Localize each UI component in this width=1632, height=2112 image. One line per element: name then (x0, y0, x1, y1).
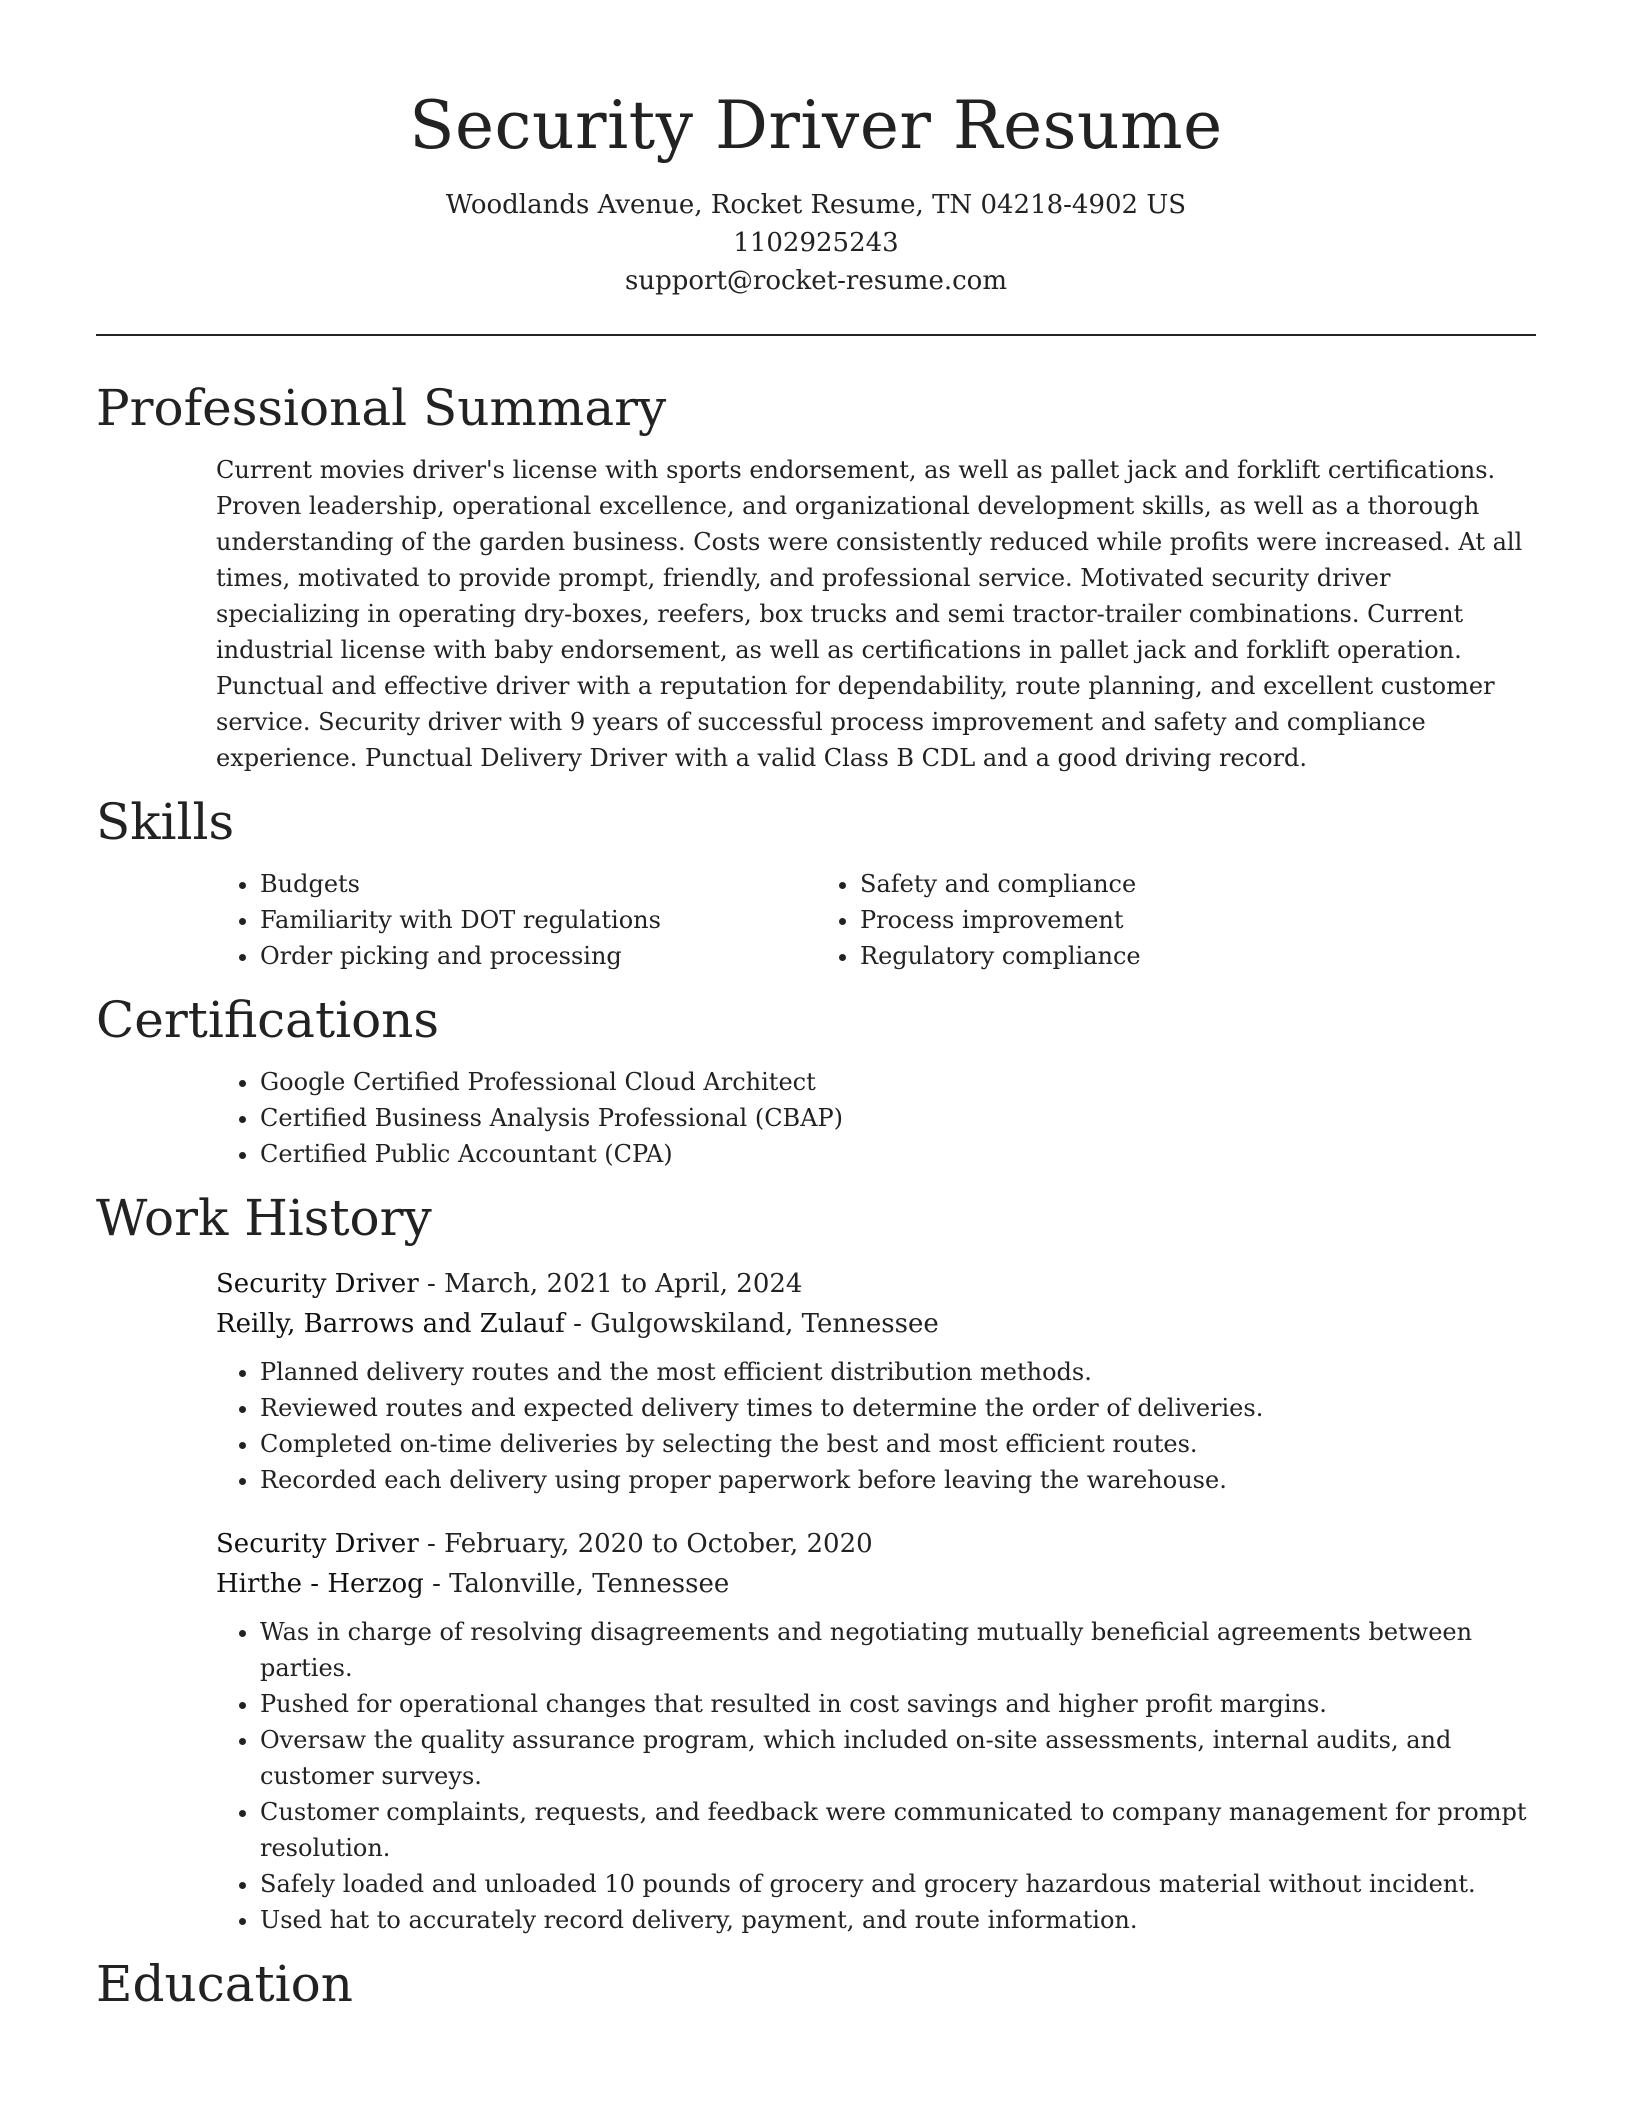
separator: - (427, 1529, 445, 1559)
job-title-line (216, 1264, 1536, 1304)
job-bullets (96, 1614, 1536, 1938)
job-bullet: • Used hat to accurately record delivery, payment, and route information. (260, 1902, 1536, 1938)
job-bullet: • Oversaw the quality assurance program, which included on-site assessments, internal audits, and customer surveys. (260, 1722, 1536, 1794)
education-section (96, 1952, 1536, 2016)
job-bullet: • Planned delivery routes and the most efficient distribution methods. (260, 1354, 1536, 1390)
separator: - (573, 1309, 591, 1339)
job-bullet: • Safely loaded and unloaded 10 pounds of grocery and grocery hazardous material without incident. (260, 1866, 1536, 1902)
job-bullet: • Recorded each delivery using proper paperwork before leaving the warehouse. (260, 1462, 1536, 1498)
job-company-line (216, 1304, 1536, 1344)
job-dates: March, 2021 to April, 2024 (444, 1269, 803, 1299)
skill-item: • Familiarity with DOT regulations (260, 902, 816, 938)
skill-item: • Budgets (260, 866, 816, 902)
job-bullet: • Completed on-time deliveries by selecting the best and most efficient routes. (260, 1426, 1536, 1462)
job-role: Security Driver (216, 1269, 419, 1299)
certifications-list (96, 1064, 1536, 1172)
job-dates: February, 2020 to October, 2020 (444, 1529, 873, 1559)
certification-item: • Certified Public Accountant (CPA) (260, 1136, 1536, 1172)
skill-item: • Order picking and processing (260, 938, 816, 974)
skill-item: • Regulatory compliance (860, 938, 1536, 974)
resume-header (96, 0, 1536, 300)
job-bullet: • Pushed for operational changes that resulted in cost savings and higher profit margins. (260, 1686, 1536, 1722)
work-history-section (96, 1186, 1536, 1938)
education-heading: Education (96, 1955, 353, 2013)
skill-item: • Safety and compliance (860, 866, 1536, 902)
resume-title: Security Driver Resume (409, 87, 1223, 164)
skill-item: • Process improvement (860, 902, 1536, 938)
summary-section (96, 376, 1536, 776)
work-history-heading: Work History (96, 1189, 432, 1247)
job-role: Security Driver (216, 1529, 419, 1559)
certifications-section (96, 988, 1536, 1172)
job-entry (96, 1524, 1536, 1938)
job-bullet: • Customer complaints, requests, and feedback were communicated to company management for prompt resolution. (260, 1794, 1536, 1866)
skills-heading: Skills (96, 793, 235, 851)
skills-list-left (96, 866, 816, 974)
certifications-heading: Certifications (96, 991, 440, 1049)
separator: - (432, 1569, 450, 1599)
contact-address: Woodlands Avenue, Rocket Resume, TN 04218-4902 US (445, 190, 1187, 220)
job-company: Hirthe - Herzog (216, 1569, 424, 1599)
job-company-line (216, 1564, 1536, 1604)
summary-heading: Professional Summary (96, 379, 667, 437)
job-title-line (216, 1524, 1536, 1564)
skills-section (96, 790, 1536, 974)
certification-item: • Certified Business Analysis Professional (CBAP) (260, 1100, 1536, 1136)
certification-item: • Google Certified Professional Cloud Architect (260, 1064, 1536, 1100)
job-location: Talonville, Tennessee (449, 1569, 730, 1599)
contact-email: support@rocket-resume.com (624, 266, 1007, 296)
job-location: Gulgowskiland, Tennessee (590, 1309, 939, 1339)
job-company: Reilly, Barrows and Zulauf (216, 1309, 565, 1339)
skills-grid (96, 866, 1536, 974)
skills-list-right (816, 866, 1536, 974)
contact-phone: 1102925243 (733, 228, 899, 258)
job-bullet: • Reviewed routes and expected delivery times to determine the order of deliveries. (260, 1390, 1536, 1426)
contact-info (96, 186, 1536, 300)
job-entry (96, 1264, 1536, 1498)
job-bullet: • Was in charge of resolving disagreements and negotiating mutually beneficial agreements between parties. (260, 1614, 1536, 1686)
header-divider (96, 334, 1536, 336)
job-bullets (96, 1354, 1536, 1498)
summary-text: Current movies driver's license with sports endorsement, as well as pallet jack and forklift certifications. Proven leadership, operational excellence, and organizational development skills, as well as a thorough understanding of the garden business. Costs were consistently reduced while profits were increased. At all times, motivated to provide prompt, friendly, and professional service. Motivated security driver specializing in operating dry-boxes, reefers, box trucks and semi tractor-trailer combinations. Current industrial license with baby endorsement, as well as certifications in pallet jack and forklift operation. Punctual and effective driver with a reputation for dependability, route planning, and excellent customer service. Security driver with 9 years of successful process improvement and safety and compliance experience. Punctual Delivery Driver with a valid Class B CDL and a good driving record. (216, 456, 1523, 772)
separator: - (427, 1269, 445, 1299)
